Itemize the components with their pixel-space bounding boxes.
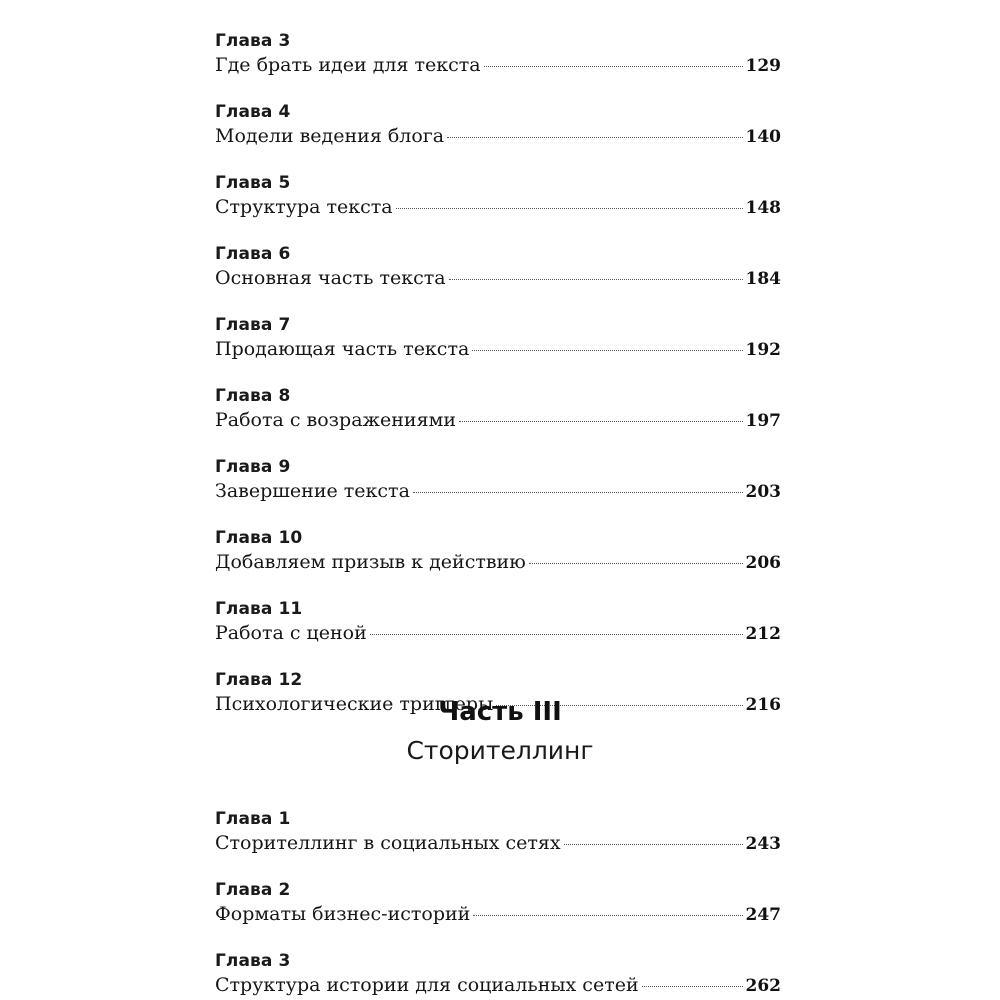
entry-title-row <box>215 336 781 362</box>
page-number: 247 <box>745 905 781 925</box>
entry-title-row <box>215 549 781 575</box>
entry-title-row <box>215 972 781 998</box>
chapter-label: Глава 7 <box>215 315 291 335</box>
page-number: 148 <box>745 198 781 218</box>
entry-title-row <box>215 901 781 927</box>
chapter-title: Где брать идеи для текста <box>215 54 481 76</box>
entry-title-row <box>215 265 781 291</box>
chapter-label: Глава 2 <box>215 880 291 900</box>
entry-title-row <box>215 407 781 433</box>
chapter-label: Глава 6 <box>215 244 291 264</box>
toc-entry[interactable] <box>215 385 781 448</box>
chapter-title: Добавляем призыв к действию <box>215 551 526 573</box>
chapter-title: Работа с ценой <box>215 622 367 644</box>
toc-entry[interactable] <box>215 30 781 93</box>
part-number-heading: Часть III <box>438 697 562 727</box>
chapter-title: Продающая часть текста <box>215 338 470 360</box>
toc-section-part-two <box>215 22 781 732</box>
chapter-label: Глава 5 <box>215 173 291 193</box>
page-number: 184 <box>745 269 781 289</box>
dot-leader <box>447 137 742 138</box>
dot-leader <box>413 492 743 493</box>
dot-leader <box>564 844 743 845</box>
toc-entry[interactable] <box>215 243 781 306</box>
page-number: 140 <box>745 127 781 147</box>
page-number: 216 <box>745 695 781 715</box>
dot-leader <box>370 634 743 635</box>
entry-title-row <box>215 123 781 149</box>
page-number: 206 <box>745 553 781 573</box>
toc-entry[interactable] <box>215 456 781 519</box>
chapter-label: Глава 8 <box>215 386 291 406</box>
chapter-label: Глава 3 <box>215 951 291 971</box>
chapter-title: Структура истории для социальных сетей <box>215 974 639 996</box>
page-number: 243 <box>745 834 781 854</box>
page-number: 197 <box>745 411 781 431</box>
chapter-title: Работа с возражениями <box>215 409 457 431</box>
dot-leader <box>642 986 743 987</box>
toc-entry[interactable] <box>215 527 781 590</box>
part-title-heading: Сторителлинг <box>406 736 594 765</box>
toc-entry[interactable] <box>215 879 781 942</box>
chapter-title: Структура текста <box>215 196 393 218</box>
chapter-title: Завершение текста <box>215 480 410 502</box>
dot-leader <box>473 915 742 916</box>
chapter-title: Сторителлинг в социальных сетях <box>215 832 561 854</box>
entry-title-row <box>215 52 781 78</box>
dot-leader <box>459 421 742 422</box>
toc-entry[interactable] <box>215 101 781 164</box>
page-number: 192 <box>745 340 781 360</box>
page-number: 262 <box>745 976 781 996</box>
chapter-label: Глава 3 <box>215 31 291 51</box>
chapter-label: Глава 4 <box>215 102 291 122</box>
chapter-label: Глава 1 <box>215 809 291 829</box>
dot-leader <box>484 66 743 67</box>
chapter-title: Форматы бизнес-историй <box>215 903 471 925</box>
toc-entry[interactable] <box>215 314 781 377</box>
entry-title-row <box>215 194 781 220</box>
toc-entry[interactable] <box>215 950 781 1000</box>
page-number: 212 <box>745 624 781 644</box>
chapter-label: Глава 12 <box>215 670 303 690</box>
page-number: 203 <box>745 482 781 502</box>
entry-title-row <box>215 478 781 504</box>
dot-leader <box>472 350 742 351</box>
chapter-title: Психологические триггеры <box>215 693 494 715</box>
dot-leader <box>396 208 743 209</box>
entry-title-row <box>215 620 781 646</box>
page-number: 129 <box>745 56 781 76</box>
entry-title-row <box>215 830 781 856</box>
toc-entry[interactable] <box>215 808 781 871</box>
chapter-title: Модели ведения блога <box>215 125 445 147</box>
chapter-label: Глава 11 <box>215 599 303 619</box>
dot-leader <box>529 563 743 564</box>
toc-entry[interactable] <box>215 172 781 235</box>
chapter-title: Основная часть текста <box>215 267 446 289</box>
chapter-label: Глава 9 <box>215 457 291 477</box>
toc-entry[interactable] <box>215 598 781 661</box>
toc-section-part-three <box>215 800 781 1000</box>
chapter-label: Глава 10 <box>215 528 303 548</box>
dot-leader <box>449 279 743 280</box>
